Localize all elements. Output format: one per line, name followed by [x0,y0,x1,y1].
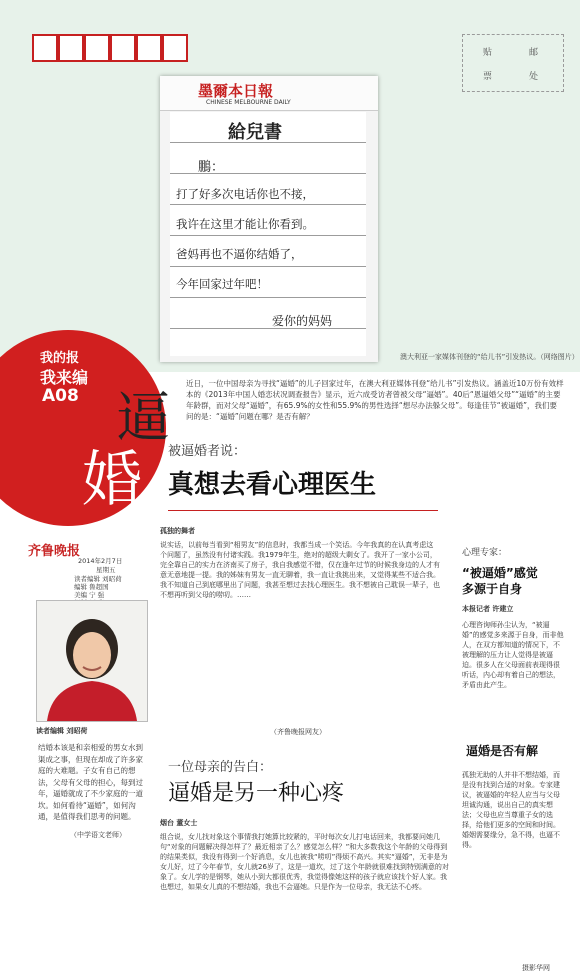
issue-date: 2014年2月7日 [78,557,123,565]
issue-weekday: 星期五 [96,566,116,574]
sidebar-kicker: 心理专家： [462,548,508,558]
stamp-text-2: 邮 [529,48,539,58]
letter-title: 給兒書 [228,122,282,143]
article2-body: 组合说，女儿找对象这个事情我打她算比较紧的，平时每次女儿打电话回来，我都要问她几句“对象的问题解决得怎样了？最近相亲了么？感觉怎么样？”和大多数我这个年龄的父母得到的结果类似，我没有得到一个好消息，女儿也被我“唠叨”得烦不高兴。其实“逼婚”，无非是为女儿好，过了今年春节，女儿就26岁了，这是一道坎，过了这个年龄就很难找到特别满意的对象了。女儿学的是钢琴，她从小到大都很优秀，我觉得像她这样的孩子就应该找个好人家。我也想过，如果女儿真的不想结婚，我也不会逼她。只是作为一位母亲，我无法不心疼。 [160,833,449,891]
sidebar-title-2: 多源于自身 [462,582,523,596]
credit-line-3: 美编 宁 强 [74,591,105,599]
sidebar-body: 心理咨询师孙尘认为，“被逼婚”的感觉多来源于自身，而非他人，在双方都知道的情况下，不被理解的压力让人觉得是被逼迫。很多人在父母面前表现得很听话，内心却有着自己的想法，矛盾由此产生。 [462,621,564,689]
section-label-2: 我来编 [40,368,89,387]
reader-editor-sign: （中学语文老师） [70,831,126,839]
postcode-box-6 [162,34,188,62]
masthead-english: CHINESE MELBOURNE DAILY [206,99,291,106]
stamp-area [462,34,564,92]
stamp-text-3: 票 [483,72,493,82]
article1-sign: （齐鲁晚报网友） [270,728,326,736]
newspaper-clipping-photo [160,76,378,362]
credit-line-1: 读者编辑 刘昭荷 [74,575,122,583]
intro-paragraph: 近日，一位中国母亲为寻找“逼婚”的儿子回家过年，在澳大利亚媒体刊登“给儿书”引发热议。涵盖近10万份有效样本的《2013年中国人婚恋状况调查报告》显示，近六成受访者曾被父母“逼婚”。40后“恩逼婚父母”“逼婚”的主要年龄群，而对父母“逼婚”，有65.9%的女性和55.9%的男性选择“想尽办法躲父母”。每逢佳节“被逼婚”，我们要问的是：“逼婚”问题在哪？是否有解？ [186,379,564,421]
reader-editor-quote: 结婚本该是和亲相爱的男女水到渠成之事，但现在却成了许多家庭的大难题。子女有自己的想法，父母有父母的担心，每到过年，逼婚就成了不少家庭的一道坎。如何看待“逼婚”，如何沟通，是值得我们思考的问题。 [38,743,143,821]
article2-kicker: 一位母亲的告白： [168,760,273,775]
article1-kicker: 被逼婚者说： [168,444,247,459]
letter-line-3: 我许在这里才能让你看到。 [176,217,314,231]
portrait-illustration [37,601,147,721]
article1-title: 真想去看心理医生 [168,470,377,500]
letter-line-4: 爸妈再也不逼你结婚了， [176,247,303,261]
postcode-box-3 [84,34,110,62]
page-number: A08 [42,386,79,406]
article2-byline: 烟台 董女士 [160,819,198,827]
article2-title: 逼婚是另一种心疼 [168,781,345,806]
letter-line-5: 今年回家过年吧！ [176,277,268,291]
postcode-box-4 [110,34,136,62]
newspaper-brand: 齐鲁晚报 [28,544,81,559]
postcode-box-1 [32,34,58,62]
reader-editor-portrait [36,600,148,722]
sidebar-question-body: 孤独无助的人并非不想结婚，而是没有找到合适的对象。专家建议，被逼婚的年轻人应当与父母坦诚沟通，说出自己的真实想法；父母也应当尊重子女的选择，给他们更多的空间和时间。婚姻需要缘分，急不得，也逼不得。 [462,771,560,849]
sidebar-title-1: “被逼婚”感觉 [462,566,538,580]
sidebar-credit: 摄影华网 [522,964,550,972]
postcode-box-5 [136,34,162,62]
reader-editor-label: 读者编辑 刘昭荷 [36,727,88,735]
masthead-title: 墨爾本日報 [198,82,274,100]
letter-line-2: 打了好多次电话你也不接， [176,187,314,201]
title-char-bi: 逼 [116,386,170,449]
stamp-text-4: 处 [529,72,539,82]
article1-rule [168,510,438,511]
section-label-1: 我的报 [40,351,80,366]
letter-signature: 爱你的妈妈 [272,314,333,328]
credit-line-2: 编辑 鲁超国 [74,583,109,591]
article1-body: 说实话，以前每当看到“相男友”的信息时，我都当成一个笑话。今年我真的在认真考虑这个问题了，虽然没有付诸实践。我1979年生，绝对的超级大剩女了。我开了一家小公司，完全靠自己的实力在济南买了房子，我自我感觉不错，仅在逢年过节的时候我身边的人才有意无意地提一提。我的姊妹有男友一直无聊着，我一直让我挑出来，又觉得某些不适合我。我不知道自己到底哪里出了问题，我甚至想过去找心理医生。我不想被自己耽误一辈子，也不想再听到父母的唠叨。…… [160,541,440,599]
photo-caption: 澳大利亚一家媒体刊登的“给儿书”引发热议。（网络图片） [400,353,579,361]
sidebar-question-title: 逼婚是否有解 [466,744,539,758]
stamp-text-1: 贴 [483,48,493,58]
newspaper-masthead [160,76,378,111]
postcode-box-2 [58,34,84,62]
title-char-hun: 婚 [82,445,142,515]
letter-line-1: 鵬： [198,160,225,175]
article1-byline: 孤独的舞者 [160,527,195,535]
handwritten-letter [170,112,366,356]
sidebar-byline: 本报记者 许建立 [462,605,514,613]
